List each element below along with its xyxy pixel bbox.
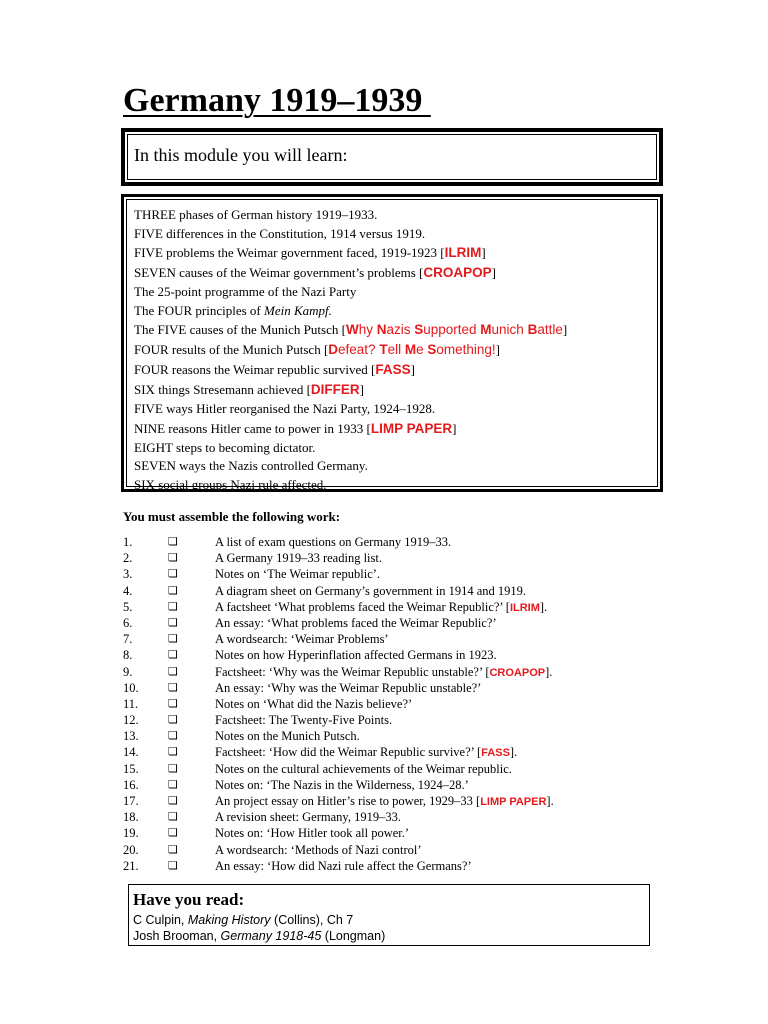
work-item-number: 2. xyxy=(123,551,133,566)
work-item-text xyxy=(215,858,472,874)
mnemonic-label: FASS xyxy=(481,747,510,760)
objective-item xyxy=(134,206,650,225)
mnemonic-label xyxy=(371,421,452,436)
objective-text: SEVEN ways the Nazis controlled Germany. xyxy=(134,458,368,473)
work-item-label: Notes on how Hyperinflation affected Germans in 1923. xyxy=(215,648,497,663)
work-item-number: 20. xyxy=(123,842,139,857)
work-item-text xyxy=(215,777,469,793)
mnemonic-rest: efeat? xyxy=(338,342,380,357)
work-item-number: 12. xyxy=(123,713,139,728)
work-item-number: 3. xyxy=(123,567,133,582)
objective-text: The 25-point programme of the Nazi Party xyxy=(134,284,357,299)
mnemonic-label xyxy=(375,362,410,377)
book-publisher: (Longman) xyxy=(321,929,386,943)
mnemonic-label xyxy=(445,245,482,260)
work-item-text xyxy=(215,825,409,841)
work-item-number: 1. xyxy=(123,535,133,549)
mnemonic-initial: T xyxy=(379,342,388,357)
objective-item xyxy=(134,419,650,439)
objective-item xyxy=(134,340,650,360)
checkbox-icon: ❏ xyxy=(168,551,178,565)
work-item-number: 4. xyxy=(123,583,133,598)
work-item-text xyxy=(215,696,412,712)
work-item xyxy=(123,728,723,744)
work-item-label: An essay: ‘What problems faced the Weimar Republic?’ xyxy=(215,615,497,630)
objective-bracket: ] xyxy=(495,342,501,357)
objective-bracket: ] xyxy=(481,245,486,260)
checkbox-icon: ❏ xyxy=(168,842,178,856)
work-item xyxy=(123,599,723,615)
work-item-number: 18. xyxy=(123,810,139,825)
objective-item xyxy=(134,243,650,263)
checkbox-icon: ❏ xyxy=(168,680,178,694)
objective-item xyxy=(134,360,650,380)
work-item-number: 21. xyxy=(123,858,139,873)
objective-text: FOUR results of the Munich Putsch [ xyxy=(134,342,329,357)
mnemonic-rest: attle xyxy=(537,322,563,337)
work-item xyxy=(123,825,723,841)
learn-box xyxy=(121,128,663,186)
mnemonic-rest: upported xyxy=(423,322,481,337)
work-item-text xyxy=(215,583,526,599)
checkbox-icon: ❏ xyxy=(168,583,178,597)
work-item xyxy=(123,858,723,874)
work-item xyxy=(123,809,723,825)
checkbox-icon: ❏ xyxy=(168,794,178,807)
mnemonic-text: FASS xyxy=(375,362,411,377)
mnemonic-label xyxy=(423,265,491,280)
work-item-label: Notes on: ‘How Hitler took all power.’ xyxy=(215,826,410,841)
work-item-number: 5. xyxy=(123,599,133,614)
work-item-number: 13. xyxy=(123,729,139,744)
mnemonic-rest: hy xyxy=(358,322,377,337)
objective-text: NINE reasons Hitler came to power in 1933 [ xyxy=(134,420,371,436)
checkbox-icon: ❏ xyxy=(168,535,178,548)
work-item xyxy=(123,615,723,631)
checkbox-icon: ❏ xyxy=(168,632,178,646)
work-item-text xyxy=(215,631,389,647)
work-item-label: Factsheet: ‘Why was the Weimar Republic unstable?’ [ xyxy=(215,664,490,679)
work-item xyxy=(123,583,723,599)
mnemonic-label xyxy=(346,322,563,337)
checkbox-icon: ❏ xyxy=(168,729,178,743)
objective-text: THREE phases of German history 1919–1933. xyxy=(134,207,378,222)
mnemonic-rest: azis xyxy=(386,322,415,337)
mnemonic-initial: M xyxy=(404,342,417,357)
work-item xyxy=(123,777,723,793)
work-item-text xyxy=(215,793,554,810)
checkbox-icon: ❏ xyxy=(168,761,178,775)
work-item-number: 19. xyxy=(123,826,139,841)
checkbox-icon: ❏ xyxy=(168,826,178,840)
work-item-text xyxy=(215,842,422,858)
work-item-label: Notes on: ‘The Nazis in the Wilderness, 1924–28.’ xyxy=(215,777,469,792)
objective-text: The FIVE causes of the Munich Putsch [ xyxy=(134,322,346,337)
mnemonic-text: LIMP PAPER xyxy=(370,420,453,436)
work-item-number: 7. xyxy=(123,632,133,647)
page-title: Germany 1919–1939 xyxy=(123,82,431,119)
work-item-number: 6. xyxy=(123,615,133,630)
work-item xyxy=(123,680,723,696)
mnemonic-initial: B xyxy=(527,322,538,337)
work-item xyxy=(123,566,723,582)
work-item-bracket: ]. xyxy=(509,745,518,760)
mnemonic-label xyxy=(328,342,495,357)
objective-item xyxy=(134,320,650,340)
objective-item xyxy=(134,302,650,321)
work-item xyxy=(123,664,723,680)
work-item-label: Factsheet: The Twenty-Five Points. xyxy=(215,713,393,728)
mnemonic-initial: M xyxy=(480,322,492,337)
objective-item xyxy=(134,283,650,302)
objective-text: FIVE ways Hitler reorganised the Nazi Party, 1924–1928. xyxy=(134,401,436,416)
work-item xyxy=(123,744,723,760)
work-item-text xyxy=(215,534,451,550)
work-item-label: Notes on ‘What did the Nazis believe?’ xyxy=(215,696,413,711)
work-item xyxy=(123,842,723,858)
objectives-list xyxy=(126,199,658,492)
work-item-text xyxy=(215,680,481,696)
work-item xyxy=(123,793,723,809)
work-item xyxy=(123,696,723,712)
mnemonic-text: DIFFER xyxy=(310,382,360,397)
objective-text: FIVE differences in the Constitution, 1914 versus 1919. xyxy=(134,225,426,241)
work-item-bracket: ]. xyxy=(539,599,548,614)
work-item-text xyxy=(215,566,380,582)
objective-bracket: ] xyxy=(452,420,457,436)
work-item-label: Notes on the cultural achievements of the Weimar republic. xyxy=(215,761,512,776)
work-item-label: An essay: ‘How did Nazi rule affect the Germans?’ xyxy=(215,858,472,873)
work-item-text xyxy=(215,599,547,616)
checkbox-icon: ❏ xyxy=(168,648,178,662)
objective-item xyxy=(134,476,650,495)
book-author: Josh Brooman, xyxy=(133,929,221,943)
work-item-text xyxy=(215,728,360,744)
objective-bracket: ] xyxy=(562,322,568,337)
mnemonic-initial: W xyxy=(345,322,359,337)
work-item-text xyxy=(215,550,382,566)
mnemonic-label xyxy=(311,382,360,397)
work-item-text xyxy=(215,744,517,761)
mnemonic-rest: ell xyxy=(387,342,405,357)
objective-item xyxy=(134,380,650,400)
checkbox-icon: ❏ xyxy=(168,664,178,678)
work-item-text xyxy=(215,712,392,728)
work-item-label: An project essay on Hitler’s rise to power, 1929–33 [ xyxy=(215,794,481,808)
work-item-number: 15. xyxy=(123,761,139,776)
objective-text: The FOUR principles of xyxy=(134,302,264,318)
mnemonic-text: ILRIM xyxy=(444,245,482,260)
work-item-label: A wordsearch: ‘Weimar Problems’ xyxy=(215,632,389,647)
book-author: C Culpin, xyxy=(133,913,188,927)
objective-item xyxy=(134,457,650,476)
learn-heading: In this module you will learn: xyxy=(127,134,657,180)
objective-italic: Mein Kampf. xyxy=(263,302,332,318)
objective-item xyxy=(134,225,650,244)
mnemonic-initial: S xyxy=(414,322,424,337)
book-publisher: (Collins), Ch 7 xyxy=(270,913,354,927)
reading-item xyxy=(133,928,645,944)
work-item-label: An essay: ‘Why was the Weimar Republic unstable?’ xyxy=(215,680,482,695)
checkbox-icon: ❏ xyxy=(168,615,178,629)
objective-text: FOUR reasons the Weimar republic survived [ xyxy=(134,362,376,377)
book-title: Making History xyxy=(187,913,271,927)
mnemonic-label: ILRIM xyxy=(509,601,540,614)
objective-item xyxy=(134,439,650,458)
mnemonic-rest: unich xyxy=(491,322,528,337)
work-item-number: 16. xyxy=(123,777,139,792)
checkbox-icon: ❏ xyxy=(168,599,178,613)
work-item-label: A diagram sheet on Germany’s government in 1914 and 1919. xyxy=(215,583,527,598)
work-item-number: 11. xyxy=(123,696,139,711)
objectives-box xyxy=(121,194,663,492)
checkbox-icon: ❏ xyxy=(168,858,178,872)
objective-text: FIVE problems the Weimar government faced, 1919-1923 [ xyxy=(134,245,445,260)
work-item-label: A list of exam questions on Germany 1919–33. xyxy=(215,535,452,549)
work-item-label: Factsheet: ‘How did the Weimar Republic survive?’ [ xyxy=(215,745,482,760)
work-item xyxy=(123,712,723,728)
mnemonic-label: LIMP PAPER xyxy=(480,796,547,808)
work-item xyxy=(123,550,723,566)
work-item-number: 14. xyxy=(123,745,139,760)
objective-text: SIX social groups Nazi rule affected. xyxy=(134,476,327,492)
work-item-text xyxy=(215,761,512,777)
work-item-bracket: ]. xyxy=(546,794,554,808)
work-item-label: Notes on the Munich Putsch. xyxy=(215,729,360,744)
mnemonic-initial: N xyxy=(376,322,387,337)
objective-bracket: ] xyxy=(491,265,496,280)
objective-text: EIGHT steps to becoming dictator. xyxy=(134,439,316,455)
work-item xyxy=(123,647,723,663)
objective-text: SIX things Stresemann achieved [ xyxy=(134,382,311,397)
checkbox-icon: ❏ xyxy=(168,567,178,581)
reading-item xyxy=(133,912,645,928)
objective-text: SEVEN causes of the Weimar government’s problems [ xyxy=(134,265,424,280)
work-list xyxy=(123,534,723,874)
work-item-number: 17. xyxy=(123,794,139,808)
reading-heading: Have you read: xyxy=(133,890,245,909)
mnemonic-initial: S xyxy=(427,342,437,357)
work-item xyxy=(123,761,723,777)
book-title: Germany 1918-45 xyxy=(220,929,322,943)
mnemonic-rest: e xyxy=(416,342,428,357)
assemble-heading: You must assemble the following work: xyxy=(123,509,341,524)
work-item xyxy=(123,631,723,647)
objective-item xyxy=(134,400,650,419)
checkbox-icon: ❏ xyxy=(168,745,178,759)
mnemonic-label: CROAPOP xyxy=(489,666,546,679)
work-item-number: 10. xyxy=(123,680,139,695)
work-item-label: A Germany 1919–33 reading list. xyxy=(215,551,382,566)
work-item-text xyxy=(215,647,497,663)
objective-bracket: ] xyxy=(359,382,364,397)
work-item-label: A factsheet ‘What problems faced the Weimar Republic?’ [ xyxy=(215,599,510,614)
mnemonic-rest: omething! xyxy=(436,342,496,357)
work-item-text xyxy=(215,664,552,681)
work-item-number: 8. xyxy=(123,648,133,663)
checkbox-icon: ❏ xyxy=(168,777,178,791)
work-item-bracket: ]. xyxy=(545,664,553,679)
work-item-text xyxy=(215,809,401,825)
mnemonic-text: CROAPOP xyxy=(423,265,492,280)
work-item-label: A revision sheet: Germany, 1919–33. xyxy=(215,810,401,825)
work-item-label: A wordsearch: ‘Methods of Nazi control’ xyxy=(215,842,422,857)
objective-item xyxy=(134,263,650,283)
objective-bracket: ] xyxy=(410,362,415,377)
reading-box xyxy=(128,884,650,946)
mnemonic-initial: D xyxy=(328,342,339,357)
checkbox-icon: ❏ xyxy=(168,696,178,710)
work-item-number: 9. xyxy=(123,664,133,679)
work-item xyxy=(123,534,723,550)
checkbox-icon: ❏ xyxy=(168,810,178,824)
work-item-text xyxy=(215,615,497,631)
reading-list xyxy=(133,912,645,944)
work-item-label: Notes on ‘The Weimar republic’. xyxy=(215,567,381,582)
checkbox-icon: ❏ xyxy=(168,713,178,727)
